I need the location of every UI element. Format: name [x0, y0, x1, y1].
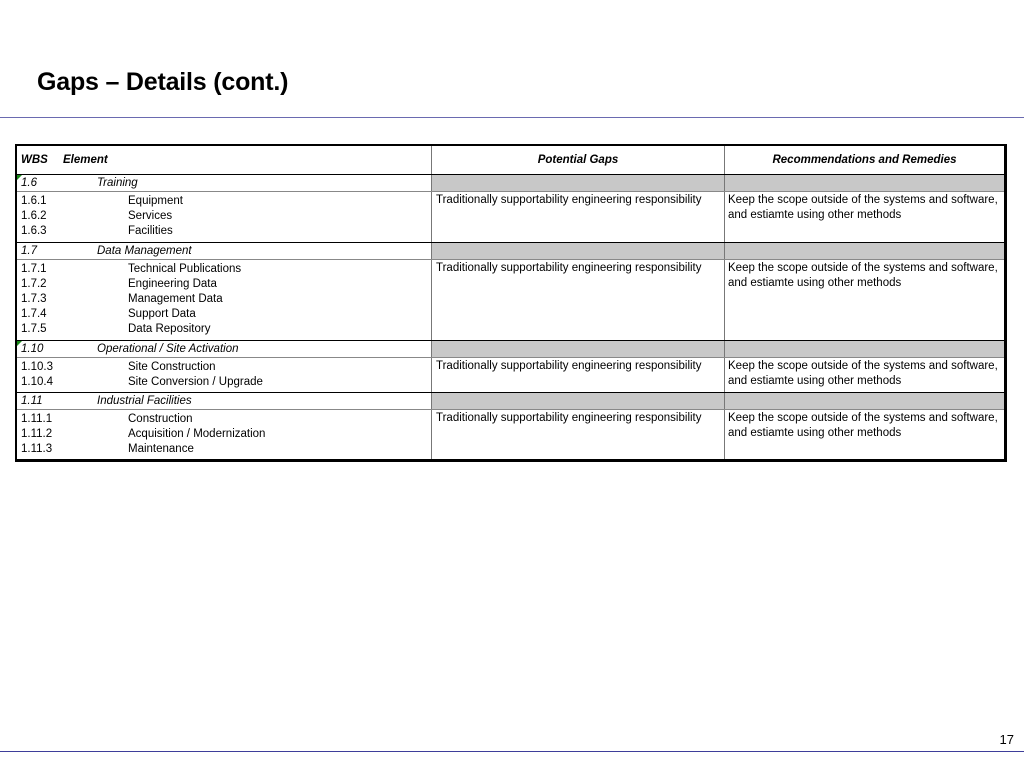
list-item	[21, 359, 431, 374]
potential-gap-cell: Traditionally supportability engineering responsibility	[432, 358, 725, 392]
wbs-group-operational-site-activation	[17, 341, 1004, 393]
group-remedy-header-cell	[725, 341, 1004, 357]
element-list	[17, 192, 432, 242]
group-number: 1.7	[21, 245, 37, 257]
group-name: Data Management	[97, 245, 192, 257]
group-remedy-header-cell	[725, 175, 1004, 191]
table-header-row	[17, 146, 1004, 175]
group-name: Industrial Facilities	[97, 395, 192, 407]
item-number: 1.7.2	[21, 277, 47, 290]
list-item	[21, 411, 431, 426]
group-gap-header-cell	[432, 341, 725, 357]
list-item	[21, 276, 431, 291]
element-list	[17, 410, 432, 459]
item-number: 1.7.1	[21, 262, 47, 275]
item-name: Acquisition / Modernization	[128, 427, 266, 440]
item-number: 1.7.4	[21, 307, 47, 320]
group-remedy-header-cell	[725, 243, 1004, 259]
item-name: Maintenance	[128, 442, 194, 455]
item-number: 1.10.3	[21, 360, 53, 373]
item-name: Construction	[128, 412, 193, 425]
group-body-row	[17, 192, 1004, 242]
group-title-cell	[17, 341, 432, 357]
list-item	[21, 223, 431, 238]
list-item	[21, 261, 431, 276]
item-name: Technical Publications	[128, 262, 242, 275]
item-name: Equipment	[128, 194, 183, 207]
slide-title: Gaps – Details (cont.)	[37, 68, 289, 96]
item-number: 1.7.3	[21, 292, 47, 305]
header-recommendations: Recommendations and Remedies	[772, 154, 957, 166]
page-number: 17	[999, 732, 1014, 747]
list-item	[21, 426, 431, 441]
potential-gap-cell: Traditionally supportability engineering responsibility	[432, 410, 725, 459]
header-element: Element	[63, 154, 108, 166]
group-title-cell	[17, 175, 432, 191]
comment-marker-icon	[17, 341, 22, 346]
wbs-gaps-table	[15, 144, 1007, 462]
group-gap-header-cell	[432, 175, 725, 191]
comment-marker-icon	[17, 175, 22, 180]
list-item	[21, 193, 431, 208]
item-number: 1.11.2	[21, 427, 53, 440]
group-name: Operational / Site Activation	[97, 343, 239, 355]
potential-gap-cell: Traditionally supportability engineering responsibility	[432, 260, 725, 340]
wbs-group-industrial-facilities	[17, 393, 1004, 459]
group-header-row	[17, 175, 1004, 192]
recommendation-cell: Keep the scope outside of the systems and software, and estiamte using other methods	[728, 412, 998, 439]
group-body-row	[17, 260, 1004, 340]
item-name: Facilities	[128, 224, 173, 237]
group-title-cell	[17, 393, 432, 409]
footer-divider	[0, 751, 1024, 752]
group-body-row	[17, 358, 1004, 392]
group-number: 1.11	[21, 395, 43, 407]
item-name: Management Data	[128, 292, 223, 305]
group-remedy-header-cell	[725, 393, 1004, 409]
group-body-row	[17, 410, 1004, 459]
item-number: 1.11.1	[21, 412, 53, 425]
item-name: Site Construction	[128, 360, 216, 373]
list-item	[21, 291, 431, 306]
item-name: Services	[128, 209, 173, 222]
item-number: 1.6.1	[21, 194, 47, 207]
group-number: 1.6	[21, 177, 37, 189]
header-wbs-element	[17, 146, 432, 174]
header-wbs: WBS	[21, 154, 48, 166]
recommendation-cell: Keep the scope outside of the systems and software, and estiamte using other methods	[728, 194, 998, 221]
item-name: Support Data	[128, 307, 196, 320]
item-number: 1.11.3	[21, 442, 53, 455]
group-header-row	[17, 243, 1004, 260]
group-gap-header-cell	[432, 393, 725, 409]
group-header-row	[17, 341, 1004, 358]
wbs-group-training	[17, 175, 1004, 243]
list-item	[21, 321, 431, 336]
item-name: Site Conversion / Upgrade	[128, 375, 263, 388]
list-item	[21, 208, 431, 223]
recommendation-cell: Keep the scope outside of the systems and software, and estiamte using other methods	[728, 360, 998, 387]
group-header-row	[17, 393, 1004, 410]
item-number: 1.10.4	[21, 375, 53, 388]
title-divider	[0, 117, 1024, 118]
item-name: Data Repository	[128, 322, 211, 335]
element-list	[17, 260, 432, 340]
wbs-group-data-management	[17, 243, 1004, 341]
group-number: 1.10	[21, 343, 44, 355]
list-item	[21, 441, 431, 456]
element-list	[17, 358, 432, 392]
list-item	[21, 306, 431, 321]
group-name: Training	[97, 177, 138, 189]
item-number: 1.7.5	[21, 322, 47, 335]
item-number: 1.6.3	[21, 224, 47, 237]
header-potential-gaps: Potential Gaps	[432, 146, 725, 174]
list-item	[21, 374, 431, 389]
group-gap-header-cell	[432, 243, 725, 259]
potential-gap-cell: Traditionally supportability engineering responsibility	[432, 192, 725, 242]
item-number: 1.6.2	[21, 209, 47, 222]
item-name: Engineering Data	[128, 277, 217, 290]
recommendation-cell: Keep the scope outside of the systems and software, and estiamte using other methods	[728, 262, 998, 289]
group-title-cell	[17, 243, 432, 259]
